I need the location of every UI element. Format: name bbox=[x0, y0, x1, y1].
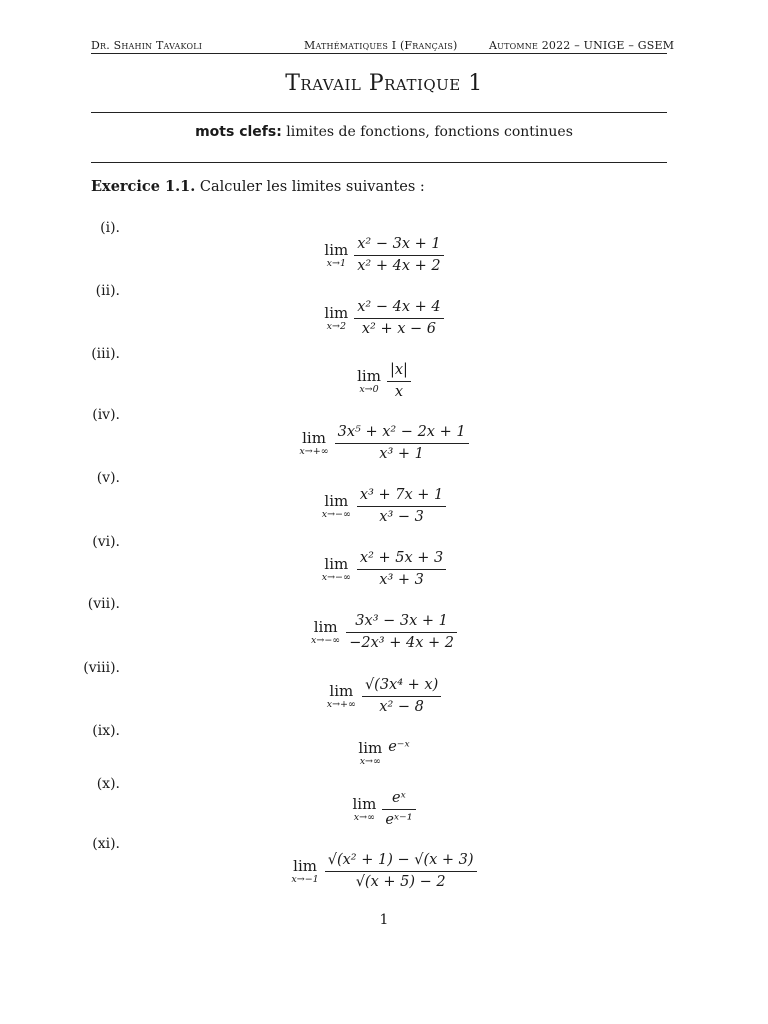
item-label: (x). bbox=[96, 776, 120, 792]
keywords-line bbox=[0, 124, 768, 140]
limit-expression-xi: lim x→−1 $\frac{\text{√(x² + 1) − √(x + 3)}}{√(x + 5) - 2}$ bbox=[0, 852, 768, 891]
limit-expression-ix: lim x→∞ e⁻ˣ bbox=[358, 738, 410, 767]
keywords-rule bbox=[91, 162, 667, 163]
header-course: Mathématiques I (Français) bbox=[304, 39, 458, 52]
item-label: (xi). bbox=[92, 836, 120, 852]
title-rule bbox=[91, 112, 667, 113]
item-label: (iii). bbox=[91, 346, 120, 362]
exercise-label: Exercice 1.1. bbox=[91, 178, 196, 195]
item-label: (v). bbox=[96, 470, 120, 486]
header-term: Automne 2022 – UNIGE – GSEM bbox=[489, 39, 675, 52]
keywords-text: limites de fonctions, fonctions continues bbox=[286, 124, 573, 140]
exercise-statement bbox=[91, 178, 425, 195]
limit-expression-i: lim x→1 $\frac{\text{x² − 3x + 1}}{\text{x² + 4x + 2}}$ bbox=[0, 236, 768, 275]
header-author: Dr. Shahin Tavakoli bbox=[91, 39, 203, 52]
exercise-text: Calculer les limites suivantes : bbox=[199, 179, 425, 195]
item-label: (vii). bbox=[87, 596, 120, 612]
item-label: (ii). bbox=[95, 283, 120, 299]
item-label: (vi). bbox=[92, 534, 120, 550]
item-label: (i). bbox=[100, 220, 120, 236]
limit-expression-ii: lim x→2 $\frac{\text{x² − 4x + 4}}{\text{x² + x − 6}}$ bbox=[0, 299, 768, 338]
limit-expression-v: lim x→−∞ $\frac{\text{x³ + 7x + 1}}{\text{x³ − 3}}$ bbox=[0, 487, 768, 526]
limit-expression-vi: lim x→−∞ $\frac{\text{x² + 5x + 3}}{\text{x³ + 3}}$ bbox=[0, 550, 768, 589]
page-number: 1 bbox=[379, 912, 389, 928]
page-title: Travail Pratique 1 bbox=[285, 71, 483, 96]
item-label: (iv). bbox=[92, 407, 120, 423]
item-label: (ix). bbox=[92, 723, 120, 739]
limit-expression-iii: lim x→0 $\frac{|x|}{x}$ bbox=[0, 362, 768, 401]
keywords-label: mots clefs: bbox=[195, 124, 282, 140]
item-label: (viii). bbox=[83, 660, 120, 676]
limit-expression-x: lim x→∞ $\frac{\text{eˣ}}{\text{eˣ⁻¹}}$ bbox=[0, 790, 768, 829]
header-rule bbox=[91, 53, 667, 54]
limit-expression-viii: lim x→+∞ $\frac{\text{√(3x⁴ + x)}}{\text{x² − 8}}$ bbox=[0, 677, 768, 716]
limit-expression-vii: lim x→−∞ $\frac{\text{3x³ − 3x + 1}}{\text{−2x³ + 4x + 2}}$ bbox=[0, 613, 768, 652]
limit-expression-iv: lim x→+∞ $\frac{\text{3x⁵ + x² − 2x + 1}}{\text{x³ + 1}}$ bbox=[0, 424, 768, 463]
